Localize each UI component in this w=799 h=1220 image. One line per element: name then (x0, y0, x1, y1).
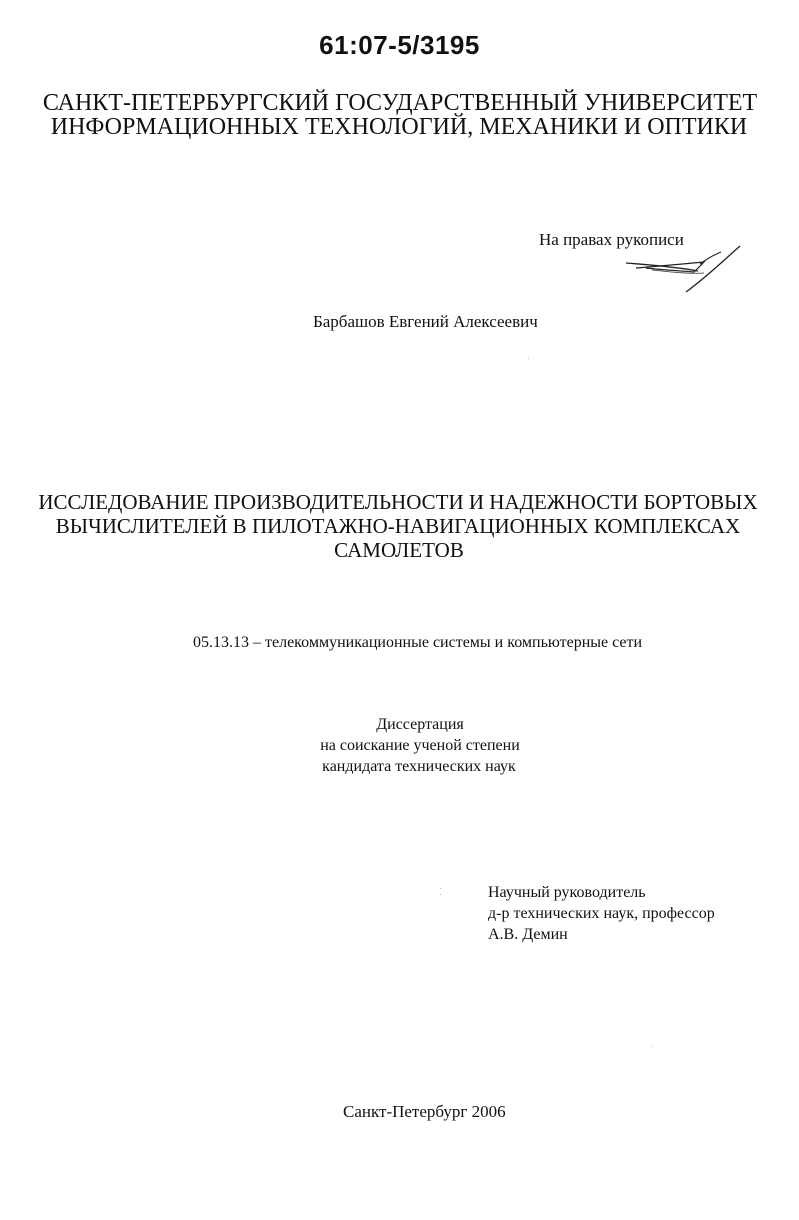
author-name: Барбашов Евгений Алексеевич (313, 312, 538, 331)
scan-speck (440, 888, 441, 889)
document-number: 61:07-5/3195 (319, 30, 480, 60)
supervisor-name: А.В. Демин (488, 926, 568, 943)
handwritten-signature-icon (612, 244, 742, 296)
dissertation-type: Диссертация (376, 716, 464, 733)
degree-name: кандидата технических наук (322, 758, 516, 775)
thesis-title-line-3: САМОЛЕТОВ (334, 538, 464, 562)
degree-purpose: на соискание ученой степени (320, 737, 520, 754)
thesis-title-line-1: ИССЛЕДОВАНИЕ ПРОИЗВОДИТЕЛЬНОСТИ И НАДЕЖНОСТИ БОРТОВЫХ (38, 490, 758, 514)
thesis-title-line-2: ВЫЧИСЛИТЕЛЕЙ В ПИЛОТАЖНО-НАВИГАЦИОННЫХ КОМПЛЕКСАХ (55, 514, 741, 538)
scan-speck (440, 894, 441, 895)
supervisor-degree: д-р технических наук, профессор (488, 905, 715, 922)
specialty-code: 05.13.13 – телекоммуникационные системы и компьютерные сети (193, 634, 643, 651)
scan-speck (651, 1046, 652, 1047)
manuscript-rights-note: На правах рукописи (539, 230, 684, 249)
university-name-line-2: ИНФОРМАЦИОННЫХ ТЕХНОЛОГИЙ, МЕХАНИКИ И ОПТИКИ (50, 114, 748, 140)
supervisor-heading: Научный руководитель (488, 884, 646, 901)
place-and-year: Санкт-Петербург 2006 (343, 1102, 506, 1121)
scan-speck (528, 358, 529, 359)
university-name-line-1: САНКТ-ПЕТЕРБУРГСКИЙ ГОСУДАРСТВЕННЫЙ УНИВЕРСИТЕТ (42, 90, 758, 116)
